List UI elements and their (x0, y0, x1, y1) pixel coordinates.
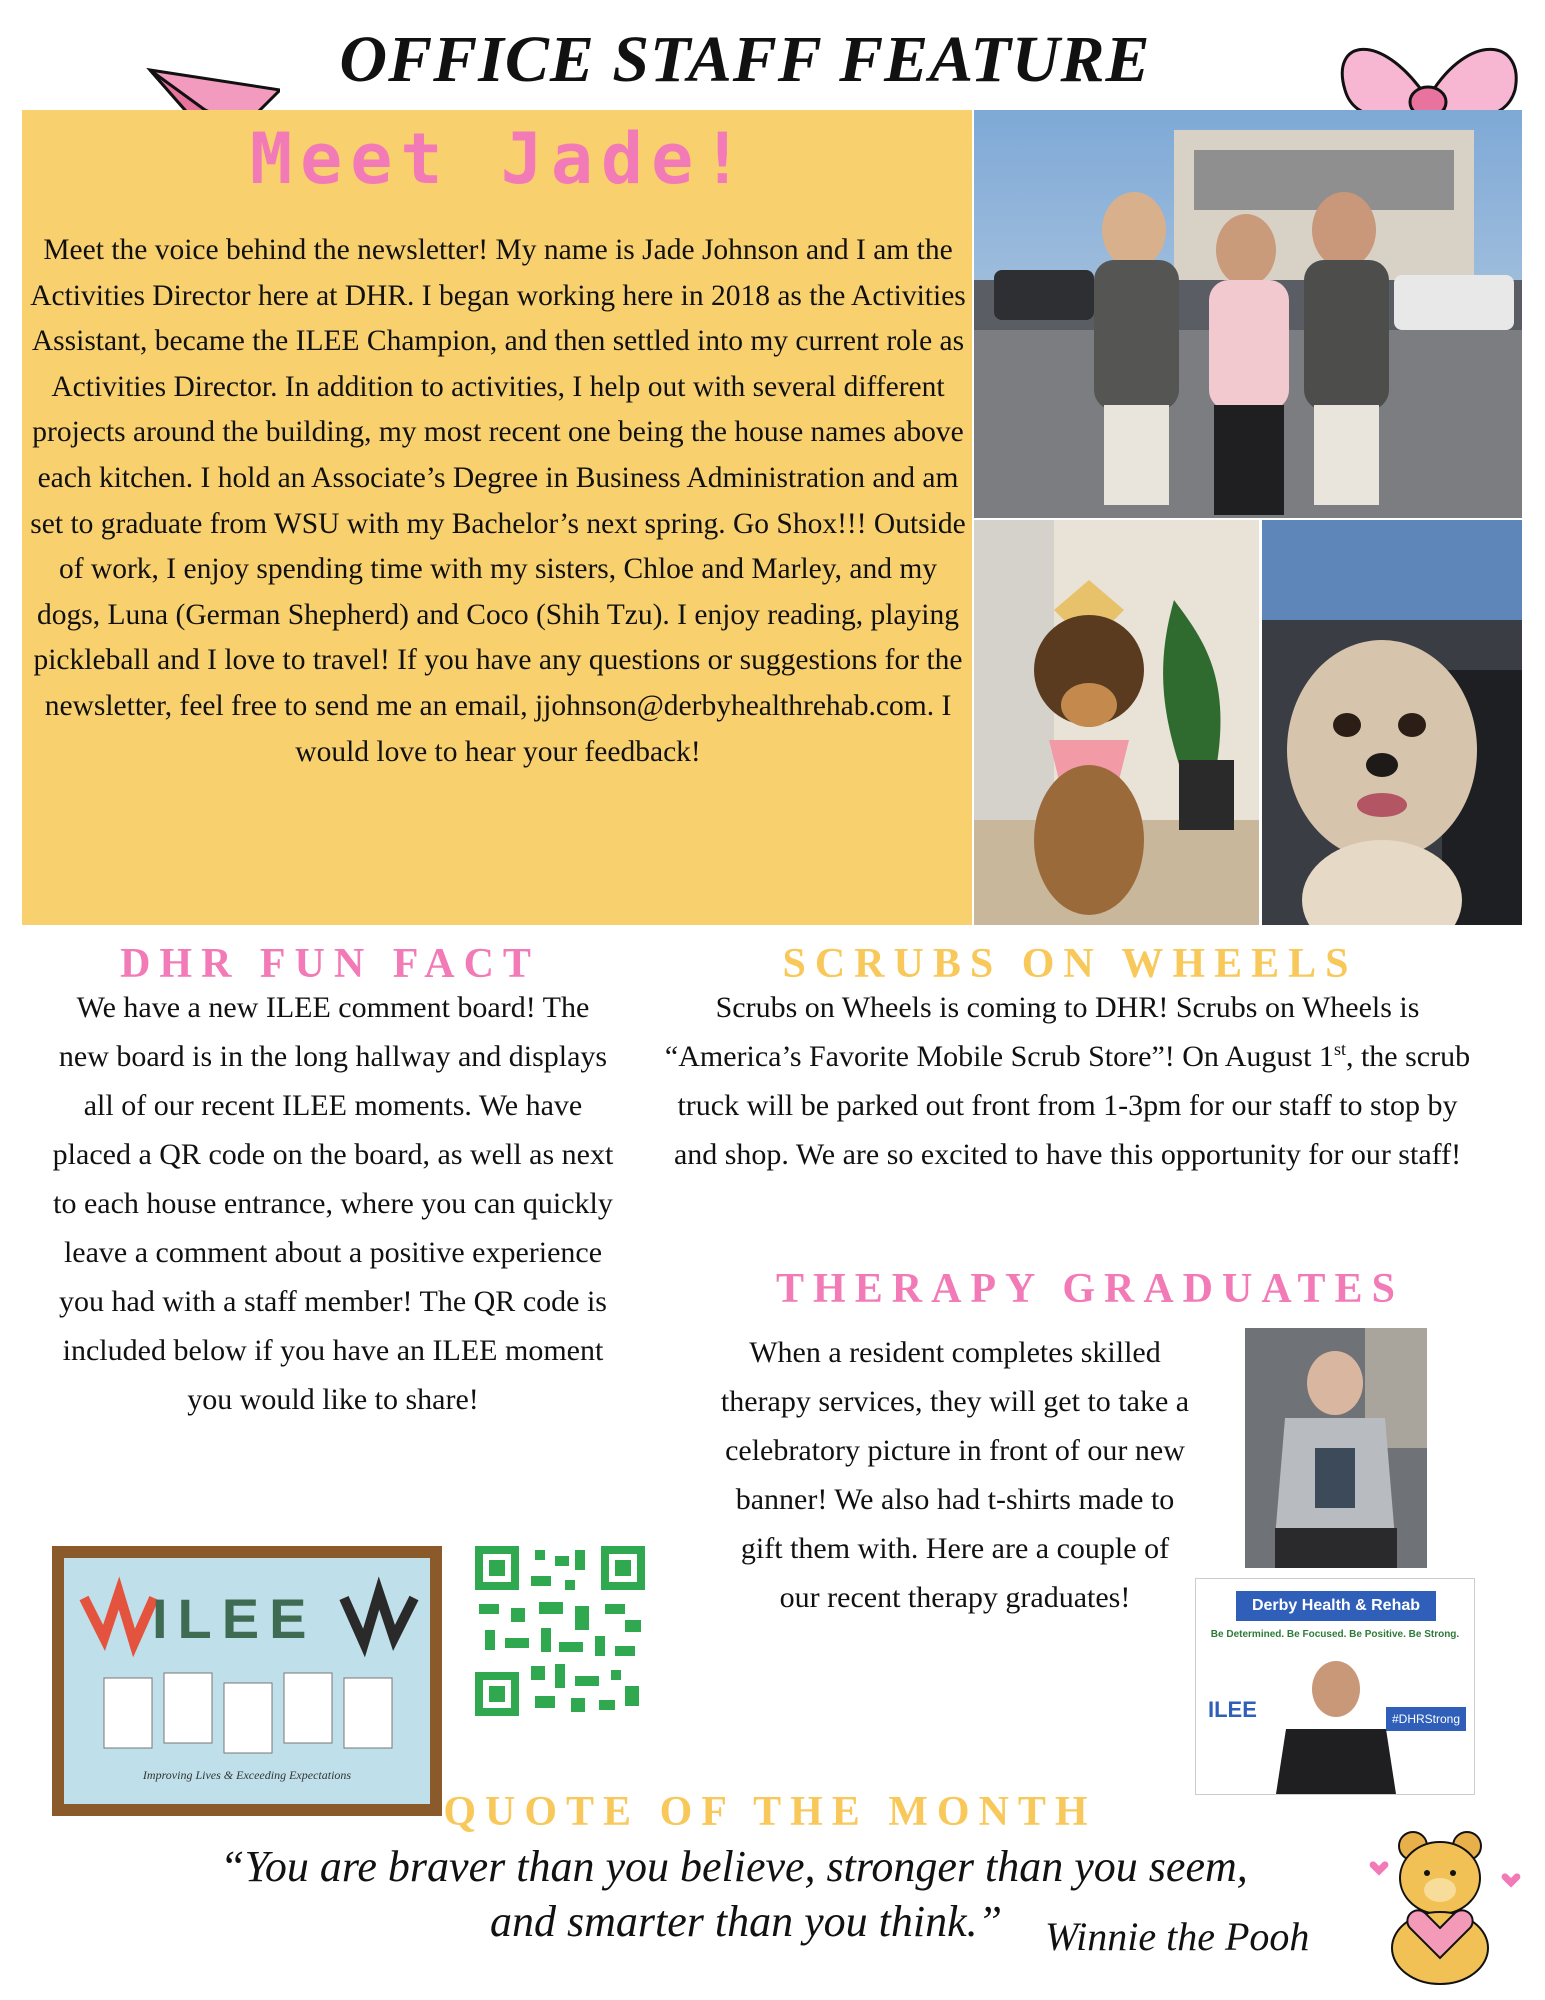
ilee-board-caption: Improving Lives & Exceeding Expectations (142, 1768, 352, 1782)
scrubs-title (700, 940, 1440, 988)
feature-body: Meet the voice behind the newsletter! My name is Jade Johnson and I am the Activities Director here at DHR. I began working here in 2018 as the Activities Assistant, became the ILEE Champion, and then settled into my current role as Activities Director. In addition to activities, I help out with several different projects around the building, my most recent one being the house names above each kitchen. I hold an Associate’s Degree in Business Administration and am set to graduate from WSU with my Bachelor’s next spring. Go Shox!!! Outside of work, I enjoy spending time with my sisters, Chloe and Marley, and my dogs, Luna (German Shepherd) and Coco (Shih Tzu). I enjoy reading, playing pickleball and I love to travel! If you have any questions or suggestions for the newsletter, feel free to send me an email, jjohnson@derbyhealthrehab.com. I would love to hear your feedback! (30, 234, 966, 768)
ilee-board-letters: ILEE (152, 1587, 317, 1650)
banner-slogan: Be Determined. Be Focused. Be Positive. Be Strong. (1210, 1629, 1460, 1640)
qr-code[interactable] (475, 1546, 645, 1716)
scrubs-body-start: Scrubs on Wheels is coming to DHR! Scrubs on Wheels is “America’s Favorite Mobile Scrub Store”! On August 1 (664, 991, 1420, 1073)
scrubs-body-end: , the scrub truck will be parked out front from 1-3pm for our staff to stop by and shop. We are so excited to have this opportunity for our staff! (673, 1040, 1471, 1171)
quote-line-2: and smarter than you think.” (490, 1897, 1003, 1946)
graduates-title: THERAPY GRADUATES (776, 1266, 1404, 1312)
jade-sisters-photo (974, 110, 1522, 518)
feature-heading: Meet Jade! (250, 118, 752, 200)
banner-hashtag: #DHRStrong (1386, 1707, 1466, 1731)
quote-line-1: “You are braver than you believe, stronger than you seem, (220, 1842, 1248, 1891)
scrubs-title-text: SCRUBS ON WHEELS (782, 941, 1358, 987)
coco-dog-photo (1262, 520, 1522, 925)
fun-fact-title: DHR FUN FACT (120, 941, 540, 987)
banner-name: Derby Health & Rehab (1236, 1591, 1436, 1621)
ilee-board-photo (52, 1546, 442, 1816)
scrubs-body (655, 983, 1480, 1179)
page-title: OFFICE STAFF FEATURE (339, 23, 1151, 96)
graduate-photo-1 (1245, 1328, 1427, 1568)
quote-title: QUOTE OF THE MONTH (443, 1789, 1097, 1835)
scrubs-body-sup: st (1333, 1039, 1346, 1059)
fun-fact-body: We have a new ILEE comment board! The new board is in the long hallway and displays all of our recent ILEE moments. We have placed a QR code on the board, as well as next to each house entrance, where you can quickly leave a comment about a positive experience you had with a staff member! The QR code is included below if you have an ILEE moment you would like to share! (52, 991, 614, 1416)
banner-logo: ILEE (1208, 1697, 1257, 1722)
graduates-body: When a resident completes skilled therapy services, they will get to take a celebratory picture in front of our new banner! We also had t-shirts made to gift them with. Here are a couple of our recent therapy graduates! (720, 1336, 1190, 1614)
quote-author: Winnie the Pooh (1045, 1914, 1310, 1959)
graduate-photo-2 (1195, 1578, 1475, 1795)
winnie-the-pooh-icon (1355, 1818, 1525, 1988)
luna-dog-photo (974, 520, 1259, 925)
